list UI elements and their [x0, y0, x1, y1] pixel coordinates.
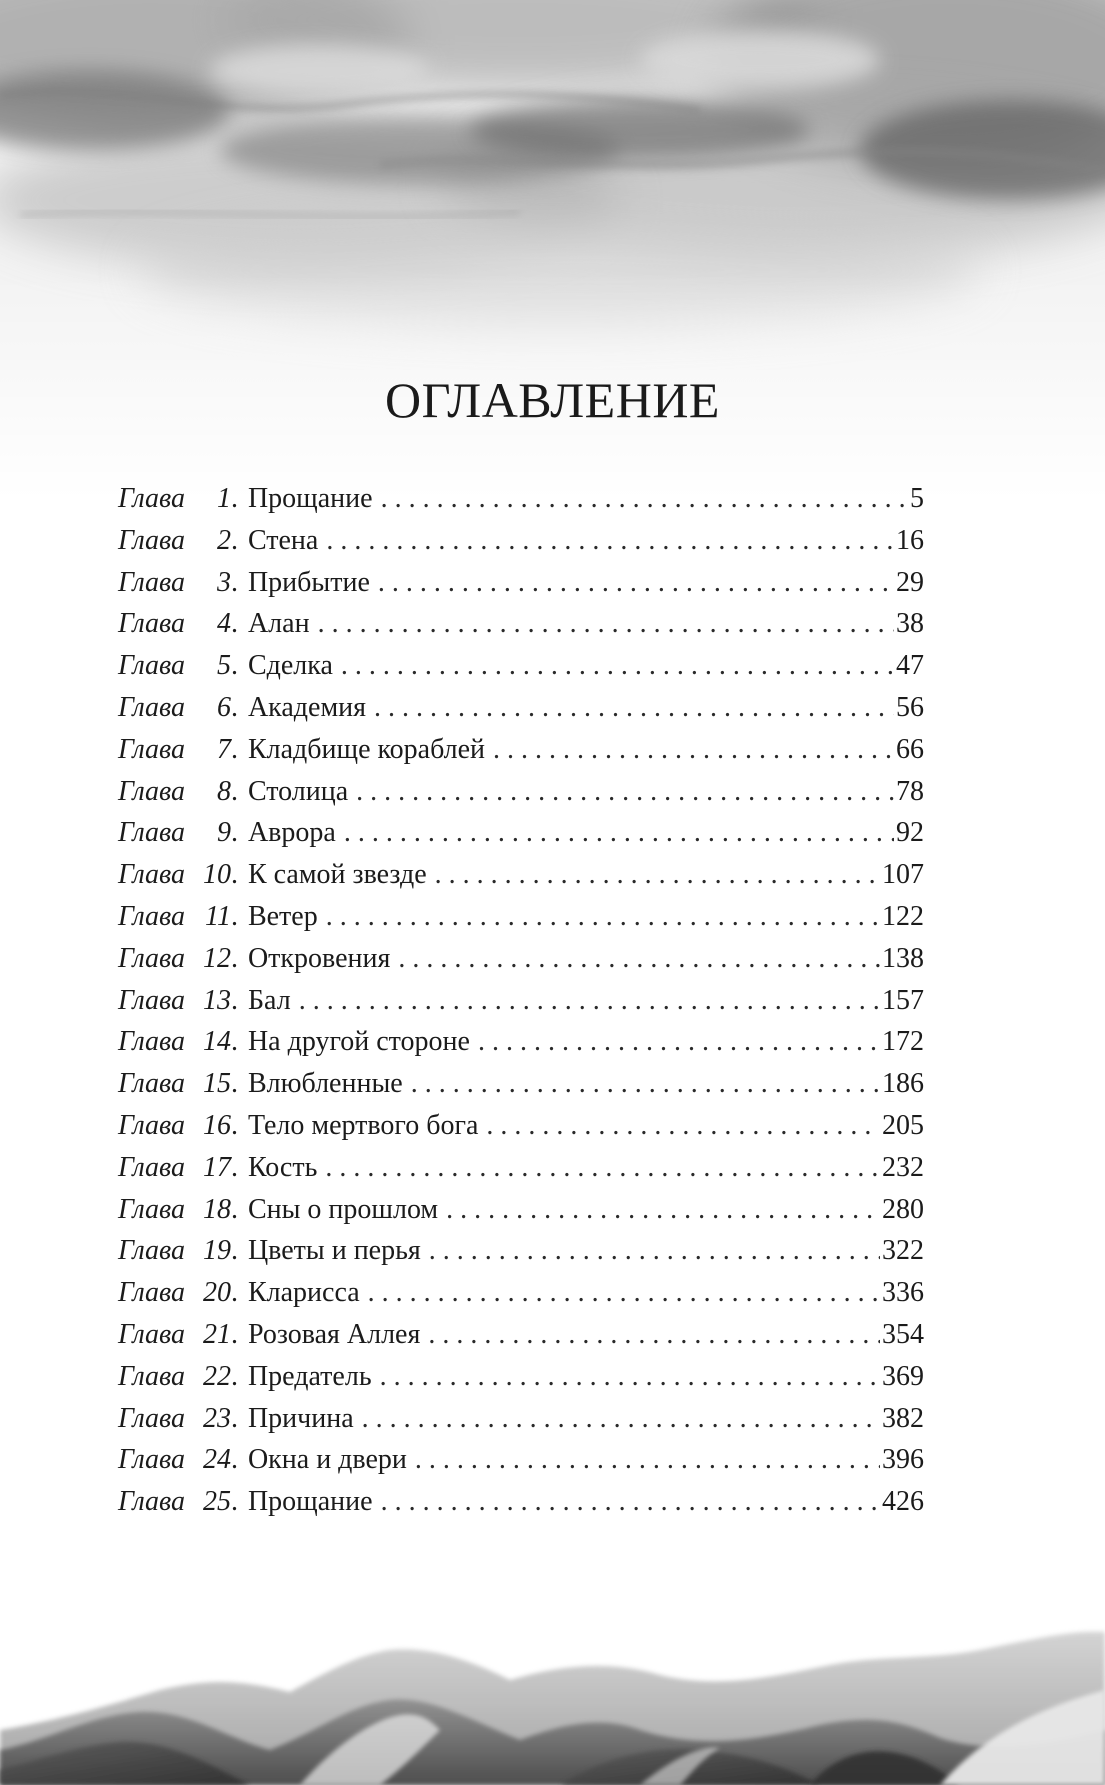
page-number: 172 — [882, 1026, 924, 1058]
chapter-title: Стена — [247, 524, 319, 556]
chapter-number: 24 — [202, 1444, 231, 1476]
page-number: 138 — [882, 942, 924, 974]
page-number: 92 — [896, 817, 924, 849]
chapter-word: Глава — [118, 817, 185, 849]
chapter-word: Глава — [118, 1193, 185, 1225]
chapter-number-period: . — [230, 775, 238, 807]
toc-entry[interactable] — [118, 771, 924, 813]
chapter-word: Глава — [118, 608, 185, 640]
chapter-title: К самой звезде — [247, 859, 427, 891]
page-number: 232 — [882, 1151, 924, 1183]
chapter-word: Глава — [118, 775, 185, 807]
page-number: 186 — [882, 1068, 924, 1100]
page-number: 336 — [882, 1277, 924, 1309]
page-number: 354 — [882, 1318, 924, 1350]
dot-leader — [325, 1147, 880, 1189]
toc-entry[interactable] — [118, 603, 924, 645]
toc-entry[interactable] — [118, 812, 924, 854]
dot-leader — [493, 729, 894, 771]
page-number: 396 — [882, 1444, 924, 1476]
chapter-title: Влюбленные — [247, 1068, 403, 1100]
chapter-number: 11 — [205, 900, 231, 932]
toc-entry[interactable] — [118, 1272, 924, 1314]
toc-entry[interactable] — [118, 1147, 924, 1189]
page-number: 38 — [896, 608, 924, 640]
chapter-number: 8 — [216, 775, 231, 807]
toc-entry[interactable] — [118, 1481, 924, 1523]
chapter-title: Кладбище кораблей — [247, 733, 486, 765]
toc-entry[interactable] — [118, 1063, 924, 1105]
page-number: 47 — [896, 650, 924, 682]
chapter-number: 14 — [202, 1026, 231, 1058]
chapter-number: 17 — [202, 1151, 231, 1183]
chapter-title: Тело мертвого бога — [247, 1109, 479, 1141]
chapter-number-period: . — [230, 650, 238, 682]
chapter-number-period: . — [230, 1068, 238, 1100]
chapter-number-period: . — [230, 1486, 238, 1518]
chapter-number: 4 — [216, 608, 231, 640]
toc-entry[interactable] — [118, 854, 924, 896]
chapter-word: Глава — [118, 1026, 185, 1058]
chapter-title: Прощание — [247, 1486, 373, 1518]
page-number: 122 — [882, 900, 924, 932]
chapter-number-period: . — [230, 1109, 238, 1141]
chapter-title: Академия — [247, 691, 367, 723]
chapter-title: Прибытие — [247, 566, 370, 598]
chapter-word: Глава — [118, 1318, 185, 1350]
toc-entry[interactable] — [118, 520, 924, 562]
chapter-word: Глава — [118, 483, 185, 514]
chapter-number: 15 — [202, 1068, 231, 1100]
chapter-title: Алан — [247, 608, 310, 640]
chapter-number: 5 — [216, 650, 231, 682]
chapter-number: 13 — [202, 984, 231, 1016]
toc-entry[interactable] — [118, 645, 924, 687]
chapter-title: Столица — [247, 775, 349, 807]
page-title: ОГЛАВЛЕНИЕ — [385, 372, 720, 428]
chapter-title: Бал — [247, 984, 291, 1016]
chapter-word: Глава — [118, 524, 185, 556]
dot-leader — [411, 1063, 880, 1105]
toc-entry[interactable] — [118, 1230, 924, 1272]
chapter-number-period: . — [230, 733, 238, 765]
dot-leader — [428, 1314, 880, 1356]
page-number: 157 — [882, 984, 924, 1016]
chapter-number-period: . — [230, 691, 238, 723]
chapter-word: Глава — [118, 1151, 185, 1183]
chapter-number: 16 — [202, 1109, 231, 1141]
chapter-word: Глава — [118, 650, 185, 682]
page-number: 322 — [882, 1235, 924, 1267]
chapter-number-period: . — [230, 900, 238, 932]
page-number: 107 — [882, 859, 924, 891]
dot-leader — [478, 1021, 880, 1063]
chapter-word: Глава — [118, 1360, 185, 1392]
page-number: 78 — [896, 775, 924, 807]
chapter-number: 21 — [202, 1318, 231, 1350]
chapter-number-period: . — [230, 1444, 238, 1476]
dot-leader — [486, 1105, 880, 1147]
chapter-word: Глава — [118, 1402, 185, 1434]
chapter-title: Прощание — [247, 483, 373, 514]
dot-leader — [318, 603, 894, 645]
chapter-number: 3 — [216, 566, 231, 598]
chapter-number-period: . — [230, 524, 238, 556]
chapter-number: 25 — [202, 1486, 231, 1518]
chapter-number-period: . — [230, 1151, 238, 1183]
chapter-number: 12 — [202, 942, 231, 974]
chapter-number-period: . — [230, 483, 238, 514]
chapter-number: 6 — [216, 691, 231, 723]
chapter-word: Глава — [118, 733, 185, 765]
chapter-title: Ветер — [247, 900, 318, 932]
chapter-title: Кларисса — [247, 1277, 360, 1309]
toc-entry[interactable] — [118, 980, 924, 1022]
page-number: 5 — [910, 483, 924, 514]
chapter-number-period: . — [230, 1026, 238, 1058]
page-number: 66 — [896, 733, 924, 765]
chapter-title: Предатель — [247, 1360, 372, 1392]
dot-leader — [326, 520, 894, 562]
toc-entry[interactable] — [118, 1398, 924, 1440]
chapter-number: 10 — [202, 859, 231, 891]
dot-leader — [381, 478, 908, 520]
chapter-title: На другой стороне — [247, 1026, 470, 1058]
dot-leader — [378, 562, 894, 604]
chapter-number: 7 — [216, 733, 231, 765]
chapter-title: Окна и двери — [247, 1444, 407, 1476]
chapter-title: Аврора — [247, 817, 336, 849]
toc-entry[interactable] — [118, 1189, 924, 1231]
chapter-word: Глава — [118, 1235, 185, 1267]
chapter-number-period: . — [230, 1360, 238, 1392]
table-of-contents — [118, 478, 924, 1523]
chapter-word: Глава — [118, 1068, 185, 1100]
toc-entry[interactable] — [118, 1105, 924, 1147]
dot-leader — [398, 938, 880, 980]
chapter-number: 18 — [202, 1193, 231, 1225]
toc-entry[interactable] — [118, 1021, 924, 1063]
toc-entry[interactable] — [118, 729, 924, 771]
toc-entry[interactable] — [118, 562, 924, 604]
chapter-number: 22 — [202, 1360, 231, 1392]
dot-leader — [381, 1481, 880, 1523]
page-number: 16 — [896, 524, 924, 556]
chapter-title: Сны о прошлом — [247, 1193, 439, 1225]
chapter-number-period: . — [230, 859, 238, 891]
chapter-number-period: . — [230, 608, 238, 640]
toc-entry[interactable] — [118, 896, 924, 938]
chapter-word: Глава — [118, 1109, 185, 1141]
chapter-number: 9 — [216, 817, 231, 849]
chapter-number-period: . — [230, 566, 238, 598]
chapter-number: 1 — [216, 483, 231, 514]
chapter-number: 19 — [202, 1235, 231, 1267]
chapter-title: Кость — [247, 1151, 318, 1183]
toc-entry[interactable] — [118, 687, 924, 729]
chapter-word: Глава — [118, 942, 185, 974]
chapter-number-period: . — [230, 817, 238, 849]
chapter-word: Глава — [118, 1486, 185, 1518]
page-number: 56 — [896, 691, 924, 723]
dot-leader — [362, 1398, 880, 1440]
dot-leader — [429, 1230, 880, 1272]
toc-entry[interactable] — [118, 478, 924, 520]
dot-leader — [326, 896, 880, 938]
chapter-number: 2 — [216, 524, 231, 556]
chapter-word: Глава — [118, 566, 185, 598]
chapter-title: Розовая Аллея — [247, 1318, 421, 1350]
page-number: 205 — [882, 1109, 924, 1141]
dot-leader — [380, 1356, 880, 1398]
chapter-title: Сделка — [247, 650, 333, 682]
chapter-word: Глава — [118, 1444, 185, 1476]
chapter-title: Причина — [247, 1402, 354, 1434]
dot-leader — [299, 980, 880, 1022]
dot-leader — [446, 1189, 880, 1231]
chapter-word: Глава — [118, 984, 185, 1016]
chapter-title: Откровения — [247, 942, 391, 974]
chapter-word: Глава — [118, 691, 185, 723]
page-number: 369 — [882, 1360, 924, 1392]
dot-leader — [435, 854, 880, 896]
chapter-word: Глава — [118, 859, 185, 891]
chapter-number-period: . — [230, 1193, 238, 1225]
page-number: 280 — [882, 1193, 924, 1225]
toc-entry[interactable] — [118, 1439, 924, 1481]
chapter-number: 20 — [202, 1277, 231, 1309]
chapter-number-period: . — [230, 942, 238, 974]
dot-leader — [341, 645, 894, 687]
chapter-number-period: . — [230, 1402, 238, 1434]
dot-leader — [368, 1272, 880, 1314]
chapter-number-period: . — [230, 984, 238, 1016]
page-number: 382 — [882, 1402, 924, 1434]
chapter-number: 23 — [202, 1402, 231, 1434]
chapter-number-period: . — [230, 1235, 238, 1267]
dot-leader — [356, 771, 894, 813]
toc-entry[interactable] — [118, 1356, 924, 1398]
watercolor-mountains-illustration — [0, 1620, 1105, 1785]
chapter-number-period: . — [230, 1277, 238, 1309]
dot-leader — [344, 812, 894, 854]
dot-leader — [374, 687, 894, 729]
page-number: 426 — [882, 1486, 924, 1518]
dot-leader — [415, 1439, 880, 1481]
chapter-word: Глава — [118, 900, 185, 932]
chapter-number-period: . — [230, 1318, 238, 1350]
chapter-title: Цветы и перья — [247, 1235, 421, 1267]
page-number: 29 — [896, 566, 924, 598]
toc-entry[interactable] — [118, 938, 924, 980]
chapter-word: Глава — [118, 1277, 185, 1309]
toc-entry[interactable] — [118, 1314, 924, 1356]
